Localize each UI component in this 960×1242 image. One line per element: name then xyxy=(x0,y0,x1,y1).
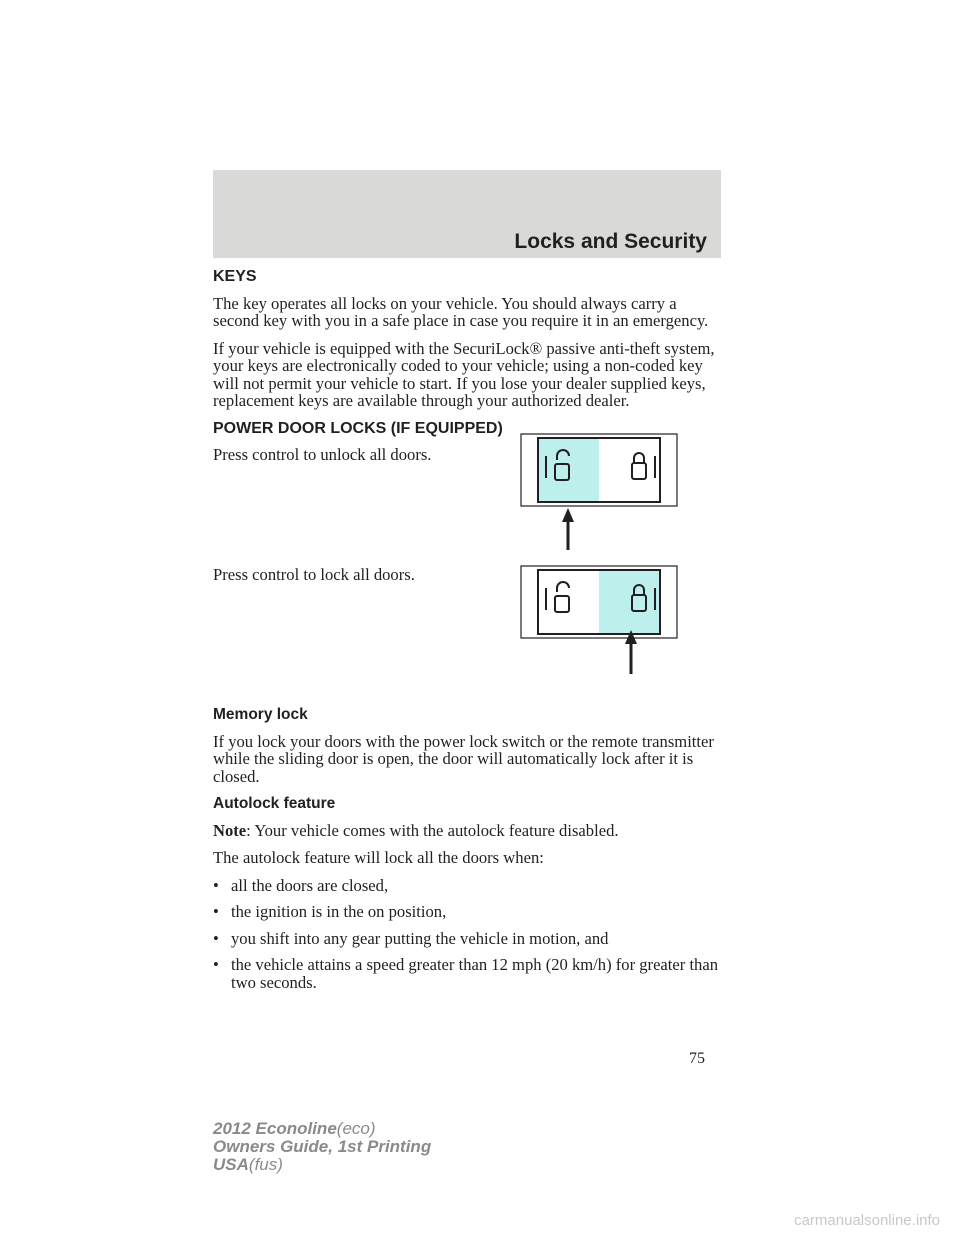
note-label: Note xyxy=(213,820,247,840)
footer-model-code: (eco) xyxy=(336,1119,376,1138)
memory-lock-paragraph: If you lock your doors with the power lock switch or the remote transmitter while the sliding door is open, the door will automatically lock after it is closed. xyxy=(213,731,714,786)
memory-lock-heading: Memory lock xyxy=(213,706,308,723)
unlock-row xyxy=(213,446,721,566)
keys-heading: KEYS xyxy=(213,268,257,285)
document-footer xyxy=(213,1120,431,1174)
list-item: • the ignition is in the on position, xyxy=(213,902,447,921)
list-item: • the vehicle attains a speed greater than 12 mph (20 km/h) for greater than two seconds. xyxy=(213,955,719,992)
unlock-switch-figure xyxy=(519,432,689,554)
footer-market: USA xyxy=(213,1155,249,1174)
lock-instruction: Press control to lock all doors. xyxy=(213,565,415,584)
bullet-icon: • xyxy=(213,902,219,921)
lock-switch-figure xyxy=(519,564,689,686)
footer-model: 2012 Econoline xyxy=(213,1119,337,1138)
watermark-text: carmanualsonline.info xyxy=(794,1212,940,1229)
power-locks-heading: POWER DOOR LOCKS (IF EQUIPPED) xyxy=(213,419,503,437)
keys-paragraph-1: The key operates all locks on your vehicle. You should always carry a second key with you in a safe place in case you require it in an emergency. xyxy=(213,293,709,330)
list-item: • you shift into any gear putting the vehicle in motion, and xyxy=(213,928,609,948)
unlock-instruction: Press control to unlock all doors. xyxy=(213,445,432,464)
keys-paragraph-2: If your vehicle is equipped with the SecuriLock® passive anti-theft system, your keys are electronically coded to your vehicle; using a non-coded key will not permit your vehicle to start. If you lose your dealer supplied keys, replacement keys are available through your authorized dealer. xyxy=(213,338,715,410)
lock-side-highlight xyxy=(599,571,659,633)
footer-market-code: (fus) xyxy=(248,1155,283,1174)
autolock-conditions-list xyxy=(213,877,721,992)
bullet-icon: • xyxy=(213,955,219,974)
pointer-arrow-icon xyxy=(562,508,574,550)
autolock-intro: The autolock feature will lock all the doors when: xyxy=(213,848,544,867)
footer-edition: Owners Guide, 1st Printing xyxy=(213,1137,432,1156)
page-content xyxy=(213,268,721,1000)
page-number: 75 xyxy=(689,1050,705,1067)
bullet-icon: • xyxy=(213,928,219,948)
autolock-heading: Autolock feature xyxy=(213,795,336,812)
section-header-band xyxy=(213,170,721,258)
autolock-note xyxy=(213,822,721,840)
note-text: : Your vehicle comes with the autolock feature disabled. xyxy=(246,820,619,840)
bullet-icon: • xyxy=(213,875,219,895)
lock-row xyxy=(213,566,721,706)
section-title: Locks and Security xyxy=(514,230,707,253)
list-item: • all the doors are closed, xyxy=(213,875,389,895)
